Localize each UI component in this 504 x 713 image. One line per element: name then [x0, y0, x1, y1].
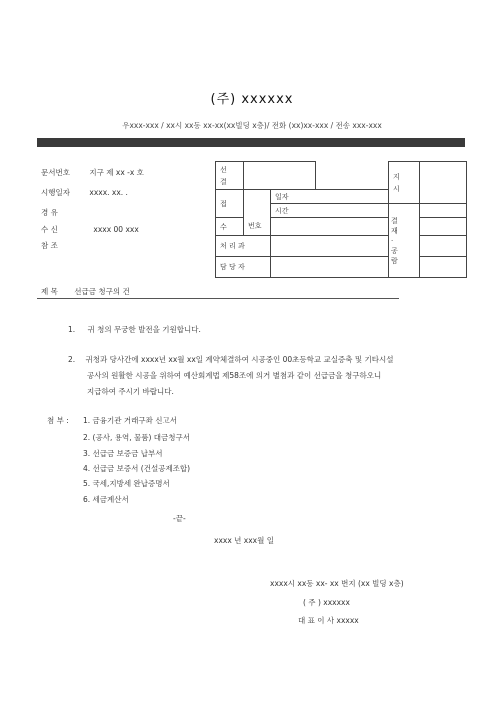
- approval-cell-date: 일자: [271, 190, 389, 204]
- approval-blank: [244, 190, 271, 218]
- company-title: (주) xxxxxx: [210, 92, 294, 107]
- approval-cell-decision: 결 재 · 공 람: [389, 204, 420, 278]
- approval-cell-instruction: 지 시: [389, 162, 420, 204]
- approval-blank: [244, 162, 316, 190]
- paragraph-1-text: 귀 청의 무궁한 발전을 기원합니다.: [87, 325, 201, 334]
- approval-blank: [420, 236, 467, 257]
- issue-date-value: xxxx. xx. .: [89, 188, 128, 197]
- attachment-item: 3. 선급금 보증금 납부서: [83, 449, 163, 458]
- paragraph-2-line-3: 지급하여 주시기 바랍니다.: [87, 387, 174, 396]
- paragraph-2: [68, 354, 394, 365]
- attachment-item: 1. 금융기관 거래구좌 신고서: [83, 416, 178, 425]
- approval-table: [215, 161, 467, 278]
- approval-blank: [271, 257, 389, 278]
- approval-cell-staff: 담 당 자: [216, 257, 271, 278]
- recipient-row: [41, 224, 139, 235]
- recipient-label: 수 신: [41, 225, 58, 234]
- header-divider-bar: [37, 138, 465, 147]
- doc-number-row: [41, 167, 144, 178]
- approval-cell-prior: 선 결: [216, 162, 244, 190]
- attachment-item: 2. (공사, 용역, 물품) 대금청구서: [83, 433, 191, 442]
- doc-number-label: 문서번호: [41, 168, 70, 177]
- subject-label: 제 목: [41, 287, 58, 296]
- paragraph-2-line-2: 공사의 원활한 시공을 위하여 예산회계법 제58조에 의거 별첨과 같이 선급금을 청구하오니: [87, 371, 382, 380]
- subject-divider: [37, 298, 399, 299]
- sender-company: ( 주 ) xxxxxx: [303, 598, 350, 607]
- approval-cell-time: 시간: [271, 204, 389, 218]
- subject-row: [41, 286, 130, 297]
- reference-row: [41, 240, 83, 251]
- issue-date-row: [41, 187, 128, 198]
- recipient-value: xxxx 00 xxx: [93, 225, 139, 234]
- attachment-item: 4. 선급금 보증서 (건설공제조합): [83, 464, 191, 473]
- reference-label: 참 조: [41, 241, 58, 250]
- via-label: 경 유: [41, 208, 58, 217]
- approval-cell-receipt-2: 수: [216, 218, 244, 236]
- paragraph-2-number: 2.: [68, 355, 76, 364]
- doc-number-value: 지구 제 xx -x 호: [89, 168, 144, 177]
- company-address: 우xxx-xxx / xx시 xx동 xx-xx(xx빌딩 x층)/ 전화 (xx)xx-xxx / 전송 xxx-xxx: [122, 121, 382, 130]
- sender-address: xxxx시 xx동 xx- xx 번지 (xx 빌딩 x층): [270, 579, 404, 588]
- approval-cell-number: 번호: [244, 218, 271, 236]
- via-row: [41, 207, 83, 218]
- subject-value: 선급금 청구의 건: [74, 287, 130, 296]
- attachment-item: 6. 세금계산서: [83, 495, 129, 504]
- paragraph-2-line-1: 귀청과 당사간에 xxxx년 xx월 xx일 계약체결하여 시공중인 00초등학교 교실증축 및 기타시설: [85, 355, 394, 364]
- approval-blank: [420, 257, 467, 278]
- closing-date: xxxx 년 xxx월 일: [214, 536, 274, 545]
- approval-cell-dept: 처 리 과: [216, 236, 271, 257]
- approval-blank: [316, 162, 389, 190]
- issue-date-label: 시행일자: [41, 188, 70, 197]
- approval-blank: [271, 218, 389, 236]
- attachment-item: 5. 국세,지방세 완납증명서: [83, 479, 170, 488]
- paragraph-1-number: 1.: [68, 325, 76, 334]
- attachments-label: 첨 부 :: [47, 416, 69, 425]
- approval-cell-receipt: 접: [216, 190, 244, 218]
- approval-blank: [420, 162, 467, 204]
- paragraph-1: [68, 324, 201, 335]
- approval-blank: [420, 204, 467, 218]
- end-mark: -끝-: [173, 514, 186, 523]
- approval-blank: [271, 236, 389, 257]
- approval-blank: [420, 218, 467, 236]
- sender-representative: 대 표 이 사 xxxxx: [298, 616, 359, 625]
